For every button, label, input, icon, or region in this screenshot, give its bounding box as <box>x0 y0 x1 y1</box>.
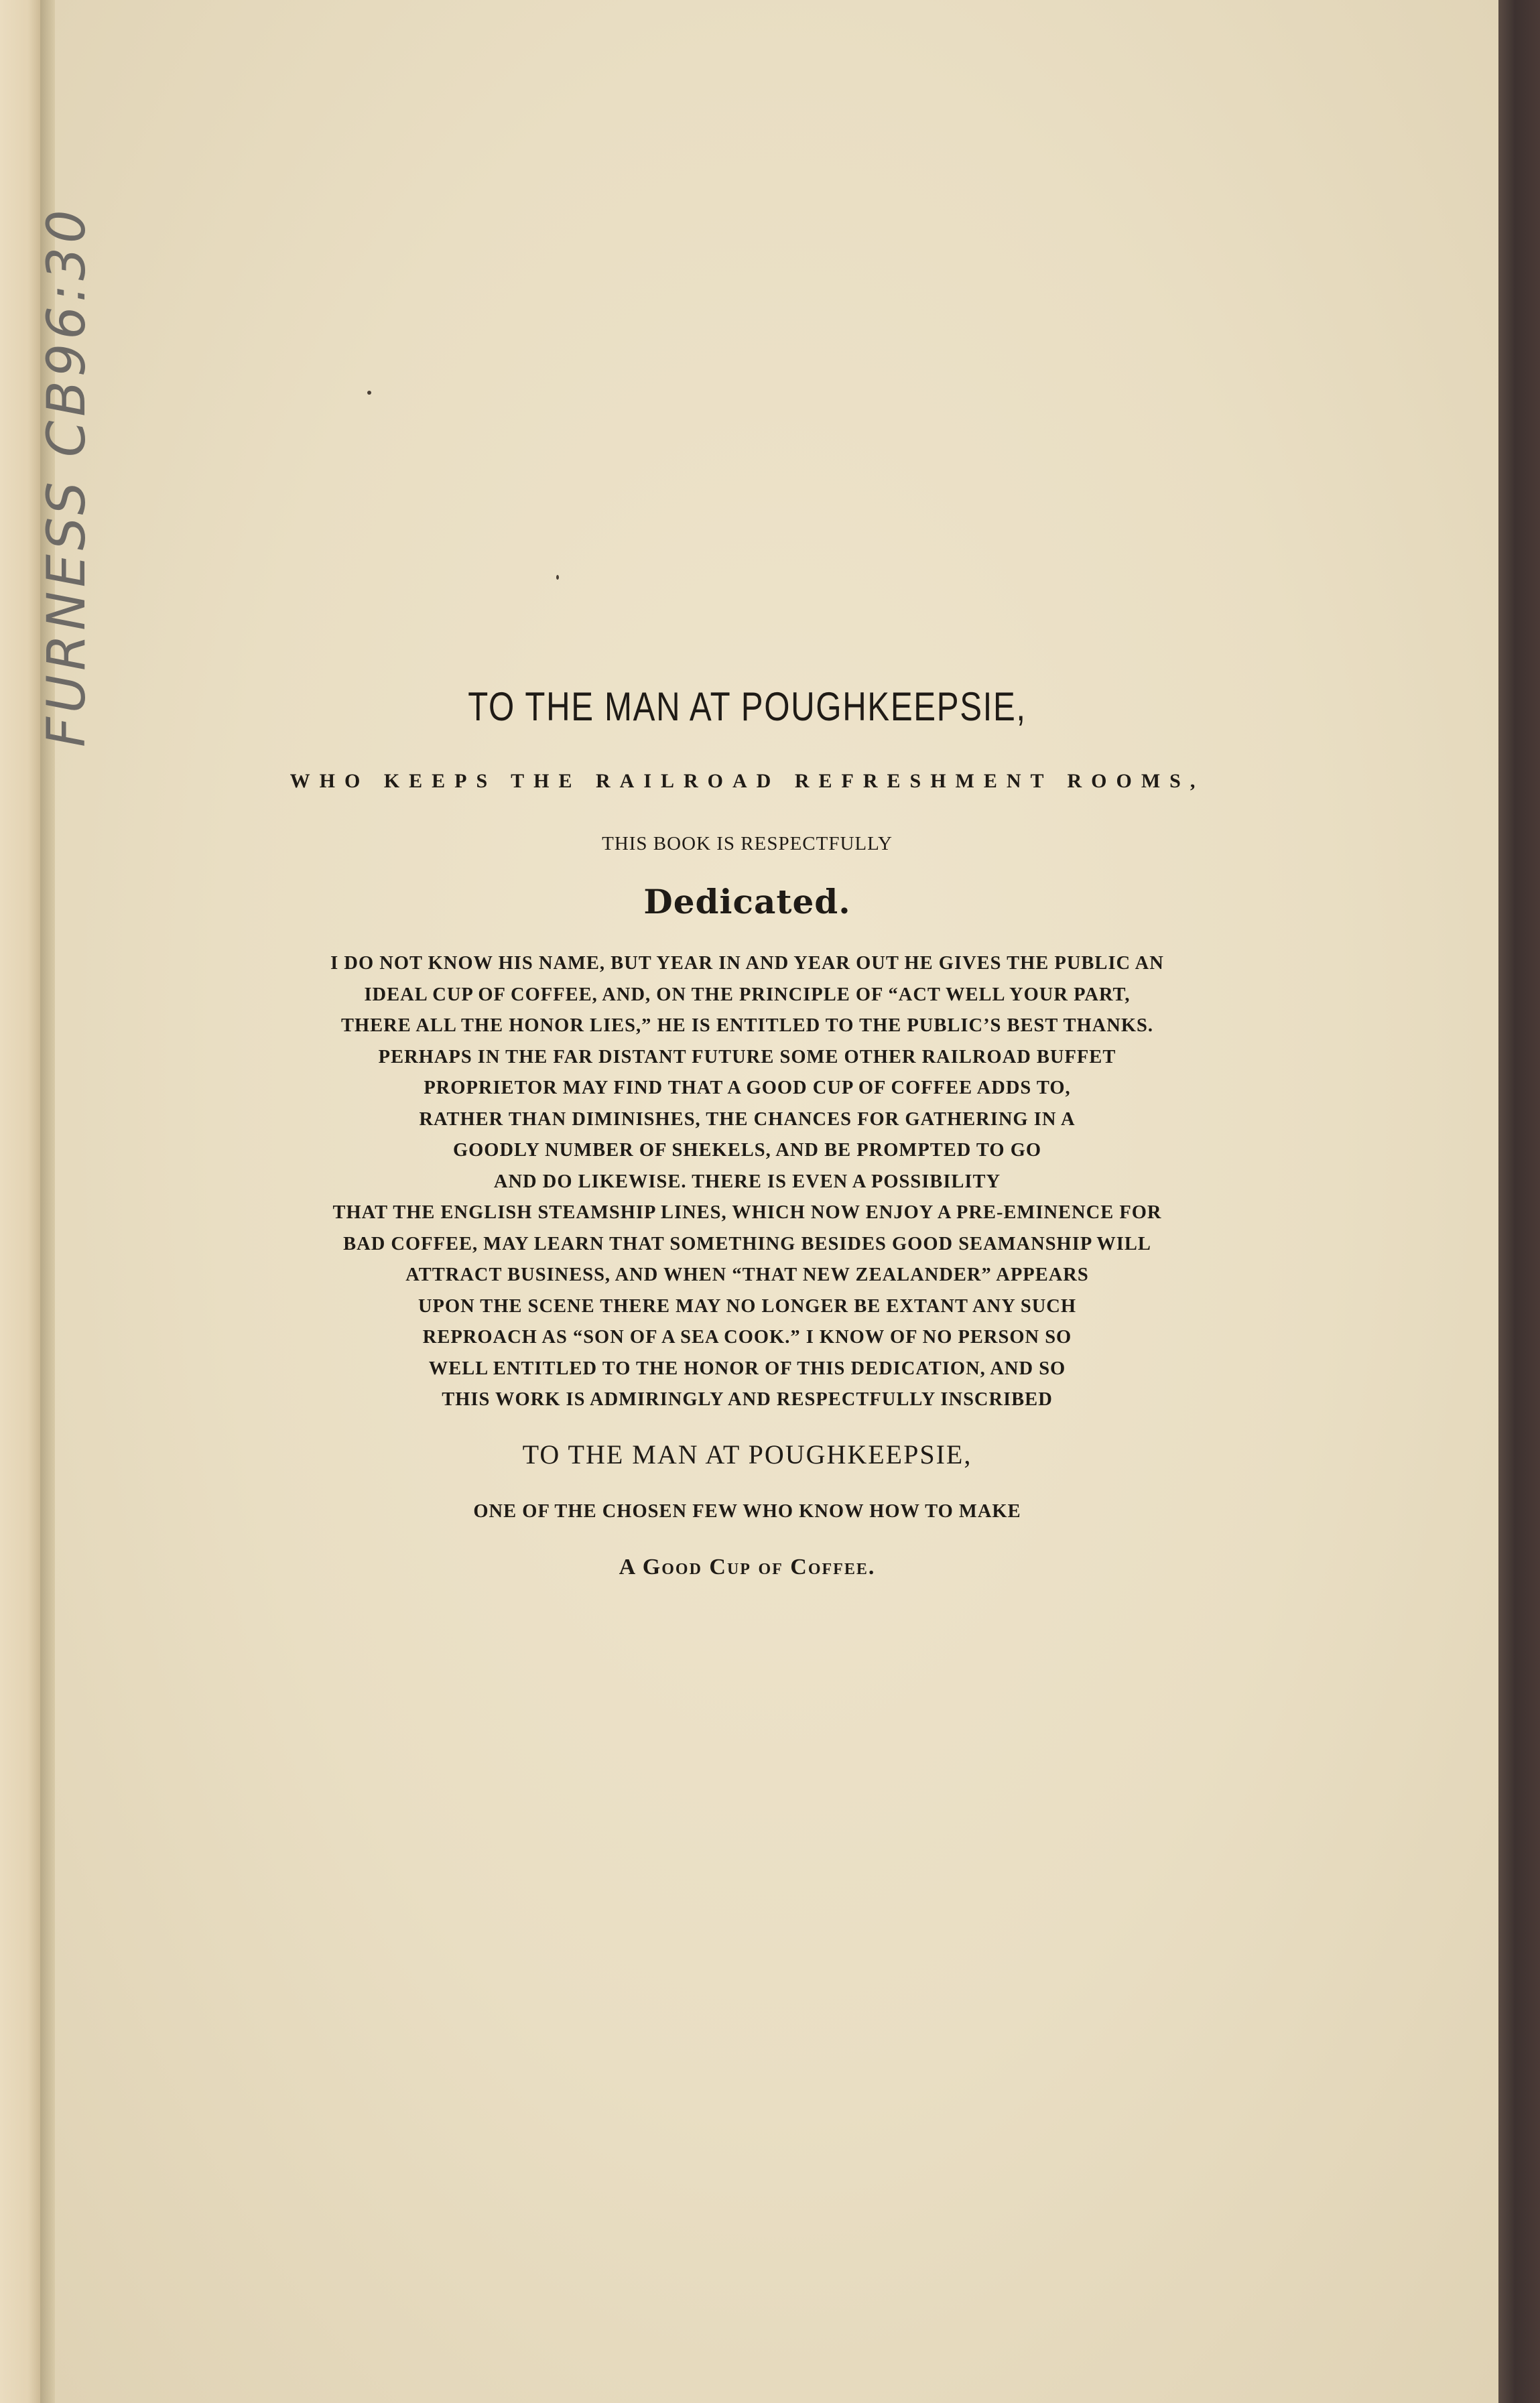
body-line: WELL ENTITLED TO THE HONOR OF THIS DEDICATION, AND SO <box>428 1358 1066 1379</box>
closing-title: TO THE MAN AT POUGHKEEPSIE, <box>522 1439 972 1470</box>
paper-speck <box>556 575 559 580</box>
dedication-subtitle: WHO KEEPS THE RAILROAD REFRESHMENT ROOMS, <box>290 770 1205 792</box>
body-line: ATTRACT BUSINESS, AND WHEN “THAT NEW ZEALANDER” APPEARS <box>405 1264 1089 1285</box>
respectfully-line: THIS BOOK IS RESPECTFULLY <box>602 833 893 854</box>
dedication-block <box>168 684 1327 1580</box>
body-line: UPON THE SCENE THERE MAY NO LONGER BE EXTANT ANY SUCH <box>418 1295 1077 1317</box>
good-cup-line: A Good Cup of Coffee. <box>619 1554 876 1579</box>
body-line: I DO NOT KNOW HIS NAME, BUT YEAR IN AND YEAR OUT HE GIVES THE PUBLIC AN <box>330 953 1164 974</box>
body-line: BAD COFFEE, MAY LEARN THAT SOMETHING BESIDES GOOD SEAMANSHIP WILL <box>343 1233 1151 1254</box>
body-line: RATHER THAN DIMINISHES, THE CHANCES FOR GATHERING IN A <box>419 1108 1076 1130</box>
body-line: THAT THE ENGLISH STEAMSHIP LINES, WHICH NOW ENJOY A PRE-EMINENCE FOR <box>332 1202 1162 1223</box>
body-line: REPROACH AS “SON OF A SEA COOK.” I KNOW OF NO PERSON SO <box>422 1327 1072 1348</box>
body-line: IDEAL CUP OF COFFEE, AND, ON THE PRINCIPLE OF “ACT WELL YOUR PART, <box>364 984 1131 1005</box>
book-binding <box>1498 0 1540 2403</box>
body-line: PERHAPS IN THE FAR DISTANT FUTURE SOME OTHER RAILROAD BUFFET <box>378 1046 1116 1067</box>
dedicated-heading: Dedicated. <box>643 882 851 921</box>
dedication-body <box>168 948 1327 1416</box>
facing-page-edge <box>0 0 40 2403</box>
handwritten-shelfmark: FURNESS CB96:30 <box>37 206 97 747</box>
body-line: THIS WORK IS ADMIRINGLY AND RESPECTFULLY INSCRIBED <box>442 1389 1053 1410</box>
body-line: THERE ALL THE HONOR LIES,” HE IS ENTITLED TO THE PUBLIC’S BEST THANKS. <box>340 1015 1153 1036</box>
dedication-title: TO THE MAN AT POUGHKEEPSIE, <box>468 684 1027 729</box>
body-line: AND DO LIKEWISE. THERE IS EVEN A POSSIBILITY <box>493 1171 1001 1192</box>
paper-speck <box>367 391 371 395</box>
chosen-few-line: ONE OF THE CHOSEN FEW WHO KNOW HOW TO MAKE <box>473 1500 1021 1522</box>
body-line: PROPRIETOR MAY FIND THAT A GOOD CUP OF COFFEE ADDS TO, <box>424 1078 1071 1098</box>
body-line: GOODLY NUMBER OF SHEKELS, AND BE PROMPTED TO GO <box>452 1140 1042 1161</box>
